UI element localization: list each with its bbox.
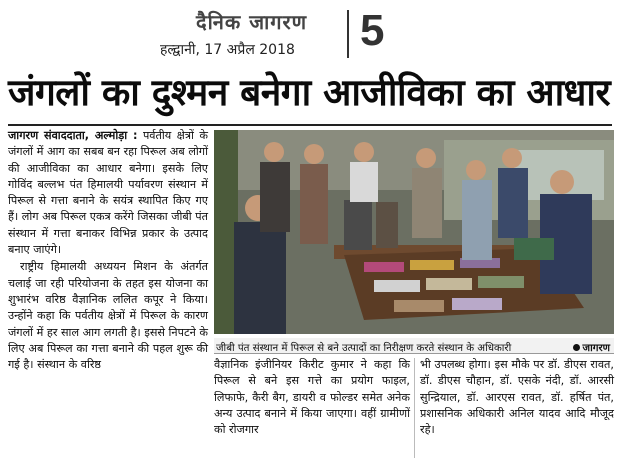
masthead <box>0 0 621 64</box>
headline-rule <box>8 124 612 126</box>
column-divider <box>414 358 415 458</box>
photo-credit <box>573 340 610 354</box>
news-photo <box>214 130 614 334</box>
photo-caption <box>214 338 614 354</box>
byline: जागरण संवाददाता, अल्मोड़ा : <box>8 129 138 142</box>
article-column-right: भी उपलब्ध होगा। इस मौके पर डॉ. डीएस रावत, डॉ. डीएस चौहान, डॉ. एसके नंदी, डॉ. आरसी सुन्द्रियाल, डॉ. आरएस रावत, डॉ. हर्षित पंत, प्रशासनिक अधिकारी अनिल यादव आदि मौजूद रहे। <box>420 358 614 437</box>
news-photo-illustration <box>214 130 614 334</box>
credit-bullet-icon <box>573 344 580 351</box>
photo-credit-text: जागरण <box>582 343 610 354</box>
headline: जंगलों का दुश्मन बनेगा आजीविका का आधार <box>8 71 611 114</box>
article-paragraph-1-text: पर्वतीय क्षेत्रों के जंगलों में आग का सबब बन रहा पिरूल अब लोगों की आजीविका का आधार बनेगा। इसके लिए गोविंद बल्लभ पंत हिमालयी पर्यावरण संस्थान में पिरूल से गत्ता बनाने के सयंत्र स्थापित किए गए हैं। लोग अब पिरूल एकत्र करेंगे जिसका जीबी पंत संस्थान में गत्ता बनाकर विभिन्न प्रकार के उत्पाद बनाए जाएंगे। <box>8 129 208 257</box>
article-column-left <box>8 128 208 373</box>
article-paragraph-2: राष्ट्रीय हिमालयी अध्ययन मिशन के अंतर्गत चलाई जा रही परियोजना के तहत इस योजना का शुभारंभ वरिष्ठ वैज्ञानिक ललित कपूर ने किया। उन्होंने कहा कि पर्वतीय क्षेत्रों में पिरूल के कारण जंगलों में हर साल आग लगती है। इससे निपटने के लिए अब पिरूल का गत्ता बनाने की पहल शुरू की गई है। संस्थान के वरिष्ठ <box>8 260 208 372</box>
article-paragraph-1 <box>8 128 208 258</box>
masthead-divider <box>347 10 349 58</box>
newspaper-name: दैनिक जागरण <box>196 10 308 34</box>
page-number: 5 <box>360 6 385 55</box>
photo-caption-text: जीबी पंत संस्थान में पिरूल से बने उत्पादों का निरीक्षण करते संस्थान के अधिकारी <box>216 343 512 354</box>
dateline: हल्द्वानी, 17 अप्रैल 2018 <box>160 42 295 58</box>
article-column-middle: वैज्ञानिक इंजीनियर किरीट कुमार ने कहा कि पिरूल से बने इस गत्ते का प्रयोग फाइल, लिफाफे, कैरी बैग, डायरी व फोल्डर समेत अनेक अन्य उत्पाद बनाने में किया जाएगा। वहीं ग्रामीणों को रोजगार <box>214 358 410 437</box>
